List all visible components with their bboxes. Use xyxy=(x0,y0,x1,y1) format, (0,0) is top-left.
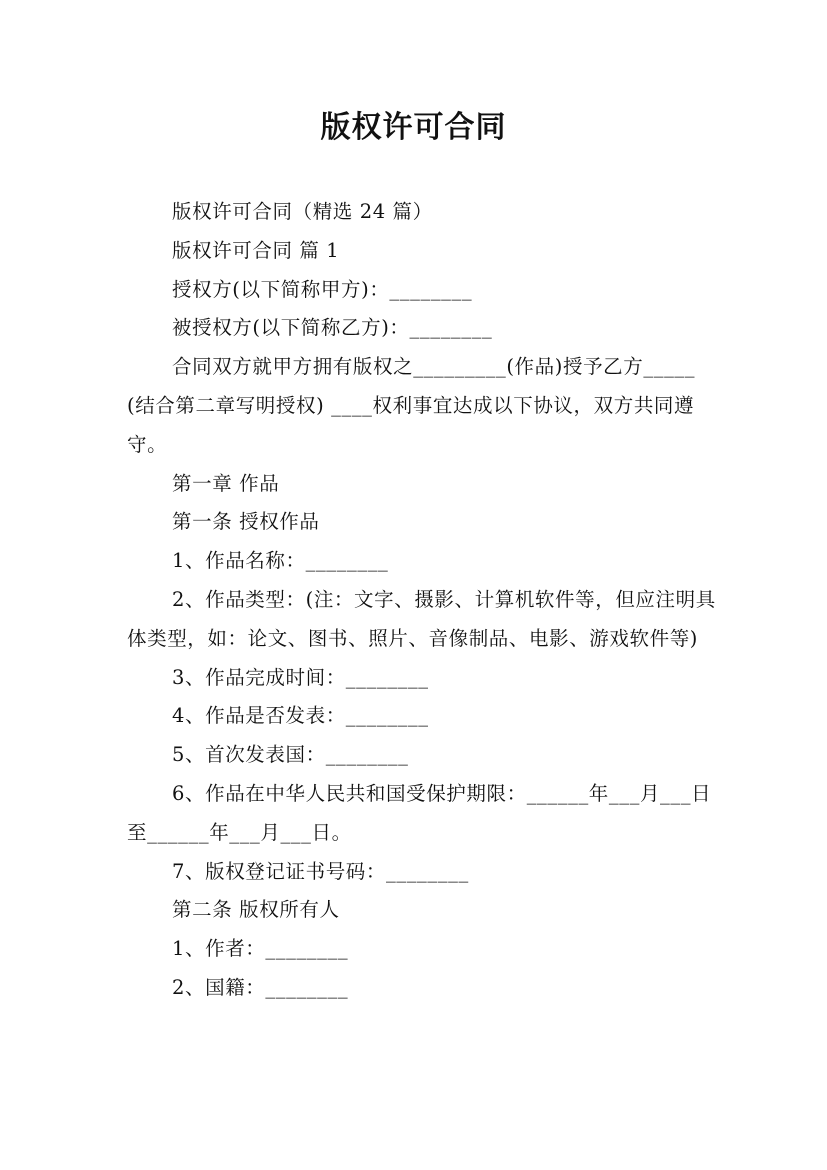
paragraph-completion-time: 3、作品完成时间：________ xyxy=(172,665,429,689)
document-title: 版权许可合同 xyxy=(320,110,507,145)
document-body xyxy=(127,193,717,1008)
paragraph-first-publish-country: 5、首次发表国：________ xyxy=(172,743,409,767)
paragraph-article-2: 第二条 版权所有人 xyxy=(172,898,340,922)
paragraph-agreement-intro: 合同双方就甲方拥有版权之_________(作品)授予乙方_____(结合第二章写明授权) ____权利事宜达成以下协议，双方共同遵守。 xyxy=(127,355,696,456)
paragraph-chapter-1: 第一章 作品 xyxy=(172,471,280,495)
paragraph-party-b: 被授权方(以下简称乙方)：________ xyxy=(172,316,493,340)
paragraph-party-a: 授权方(以下简称甲方)：________ xyxy=(172,277,473,301)
paragraph-published: 4、作品是否发表：________ xyxy=(172,704,429,728)
paragraph-registration-number: 7、版权登记证书号码：________ xyxy=(172,859,469,883)
paragraph-article-1: 第一条 授权作品 xyxy=(172,510,320,534)
paragraph-protection-period: 6、作品在中华人民共和国受保护期限：______年___月___日至______年___月___日。 xyxy=(127,781,712,844)
paragraph-work-name: 1、作品名称：________ xyxy=(172,549,389,573)
paragraph-subtitle: 版权许可合同（精选 24 篇） xyxy=(172,200,433,223)
paragraph-nationality: 2、国籍：________ xyxy=(172,975,349,999)
paragraph-author: 1、作者：________ xyxy=(172,937,349,961)
paragraph-work-type: 2、作品类型：(注：文字、摄影、计算机软件等，但应注明具体类型，如：论文、图书、照片、音像制品、电影、游戏软件等) xyxy=(127,587,716,650)
paragraph-section-heading: 版权许可合同 篇 1 xyxy=(172,238,340,262)
